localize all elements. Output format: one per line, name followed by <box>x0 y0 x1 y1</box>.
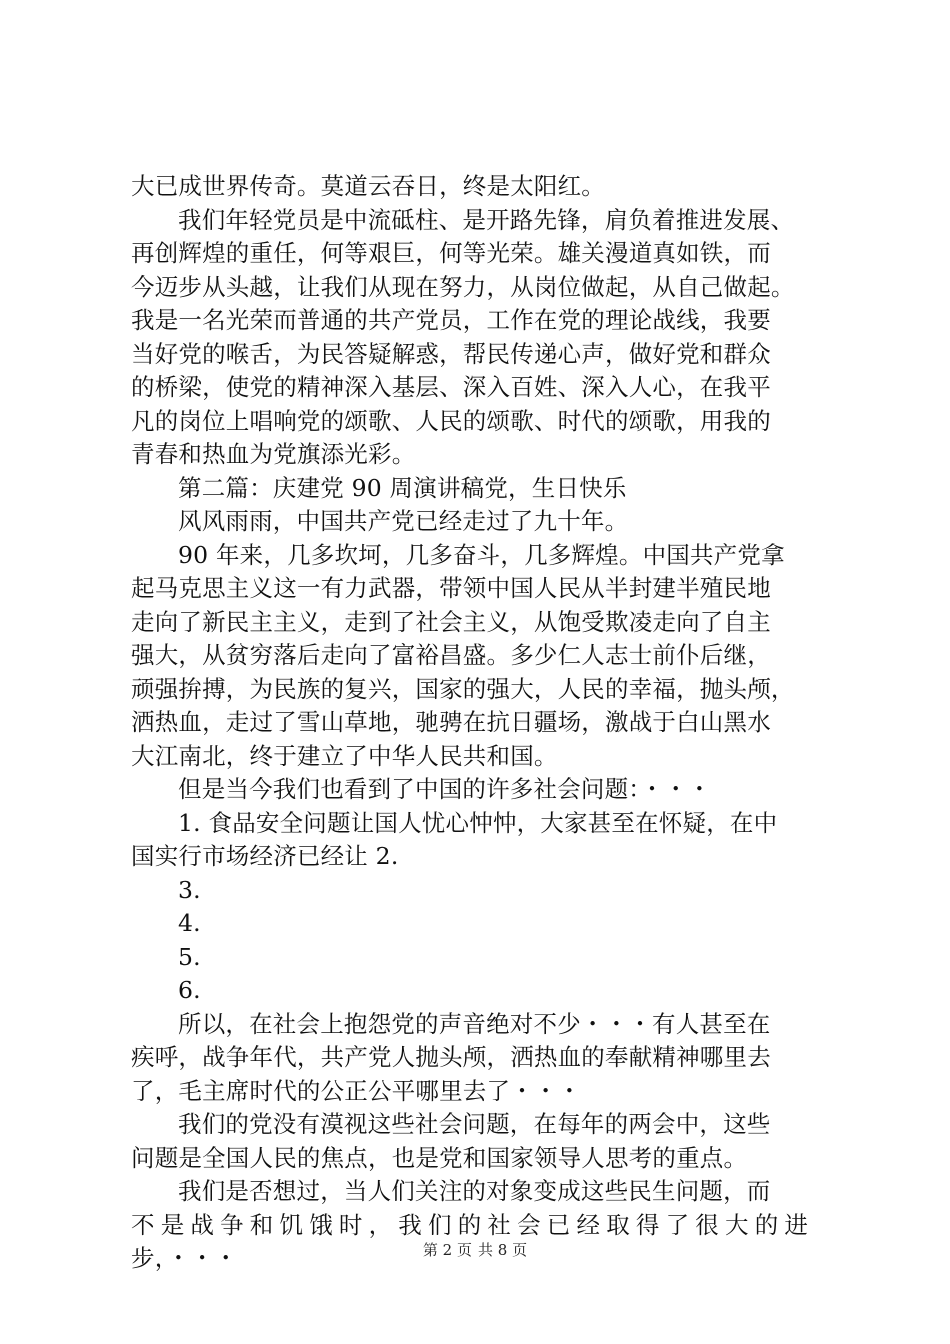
text-line: 不是战争和饥饿时，我们的社会已经取得了很大的进 <box>131 1210 815 1239</box>
text-line: 青春和热血为党旗添光彩。 <box>131 440 416 468</box>
text-line: 我们年轻党员是中流砥柱、是开路先锋，肩负着推进发展、 <box>178 205 795 234</box>
text-line: 我们是否想过，当人们关注的对象变成这些民生问题，而 <box>178 1177 771 1205</box>
text-line: 再创辉煌的重任，何等艰巨，何等光荣。雄关漫道真如铁，而 <box>131 239 771 267</box>
text-line: 走向了新民主主义，走到了社会主义，从饱受欺凌走向了自主 <box>131 607 771 636</box>
text-line: 问题是全国人民的焦点，也是党和国家领导人思考的重点。 <box>131 1143 748 1172</box>
text-line: 洒热血，走过了雪山草地，驰骋在抗日疆场，激战于白山黑水 <box>131 708 771 736</box>
text-line: 所以，在社会上抱怨党的声音绝对不少・・・有人甚至在 <box>178 1009 771 1038</box>
text-line: 当好党的喉舌，为民答疑解惑，帮民传递心声，做好党和群众 <box>131 339 771 368</box>
text-line: 5. <box>178 942 201 971</box>
text-line: 顽强拚搏，为民族的复兴，国家的强大，人民的幸福，抛头颅， <box>131 674 795 703</box>
text-line: 我是一名光荣而普通的共产党员，工作在党的理论战线，我要 <box>131 306 771 334</box>
page-total: 共 8 页 <box>478 1241 528 1259</box>
text-line: 步，・・・ <box>131 1244 238 1272</box>
text-line: 90 年来，几多坎坷，几多奋斗，几多辉煌。中国共产党拿 <box>178 540 785 569</box>
page-footer <box>0 1240 950 1260</box>
text-line: 6. <box>178 976 201 1004</box>
text-line: 1. 食品安全问题让国人忧心忡忡，大家甚至在怀疑，在中 <box>178 808 778 837</box>
page-number: 第 2 页 <box>422 1241 472 1259</box>
text-line: 4. <box>178 909 201 937</box>
text-line: 第二篇：庆建党 90 周演讲稿党，生日快乐 <box>178 473 627 502</box>
text-line: 疾呼，战争年代，共产党人抛头颅，洒热血的奉献精神哪里去 <box>131 1043 771 1071</box>
text-line: 国实行市场经济已经让 2. <box>131 842 399 870</box>
text-line: 凡的岗位上唱响党的颂歌、人民的颂歌、时代的颂歌，用我的 <box>131 406 771 435</box>
text-line: 大江南北，终于建立了中华人民共和国。 <box>131 741 558 770</box>
text-line: 今迈步从头越，让我们从现在努力，从岗位做起，从自己做起。 <box>131 272 795 301</box>
text-line: 但是当今我们也看到了中国的许多社会问题：・・・ <box>178 775 712 803</box>
text-line: 起马克思主义这一有力武器，带领中国人民从半封建半殖民地 <box>131 574 771 602</box>
text-line: 强大，从贫穷落后走向了富裕昌盛。多少仁人志士前仆后继， <box>131 641 771 669</box>
document-body <box>131 170 831 1276</box>
text-line: 的桥梁，使党的精神深入基层、深入百姓、深入人心，在我平 <box>131 373 771 401</box>
text-line: 风风雨雨，中国共产党已经走过了九十年。 <box>178 507 629 535</box>
text-line: 我们的党没有漠视这些社会问题，在每年的两会中，这些 <box>178 1110 771 1138</box>
text-line: 大已成世界传奇。莫道云吞日，终是太阳红。 <box>131 172 605 200</box>
text-line: 3. <box>178 875 201 904</box>
text-line: 了，毛主席时代的公正公平哪里去了・・・ <box>131 1076 582 1105</box>
